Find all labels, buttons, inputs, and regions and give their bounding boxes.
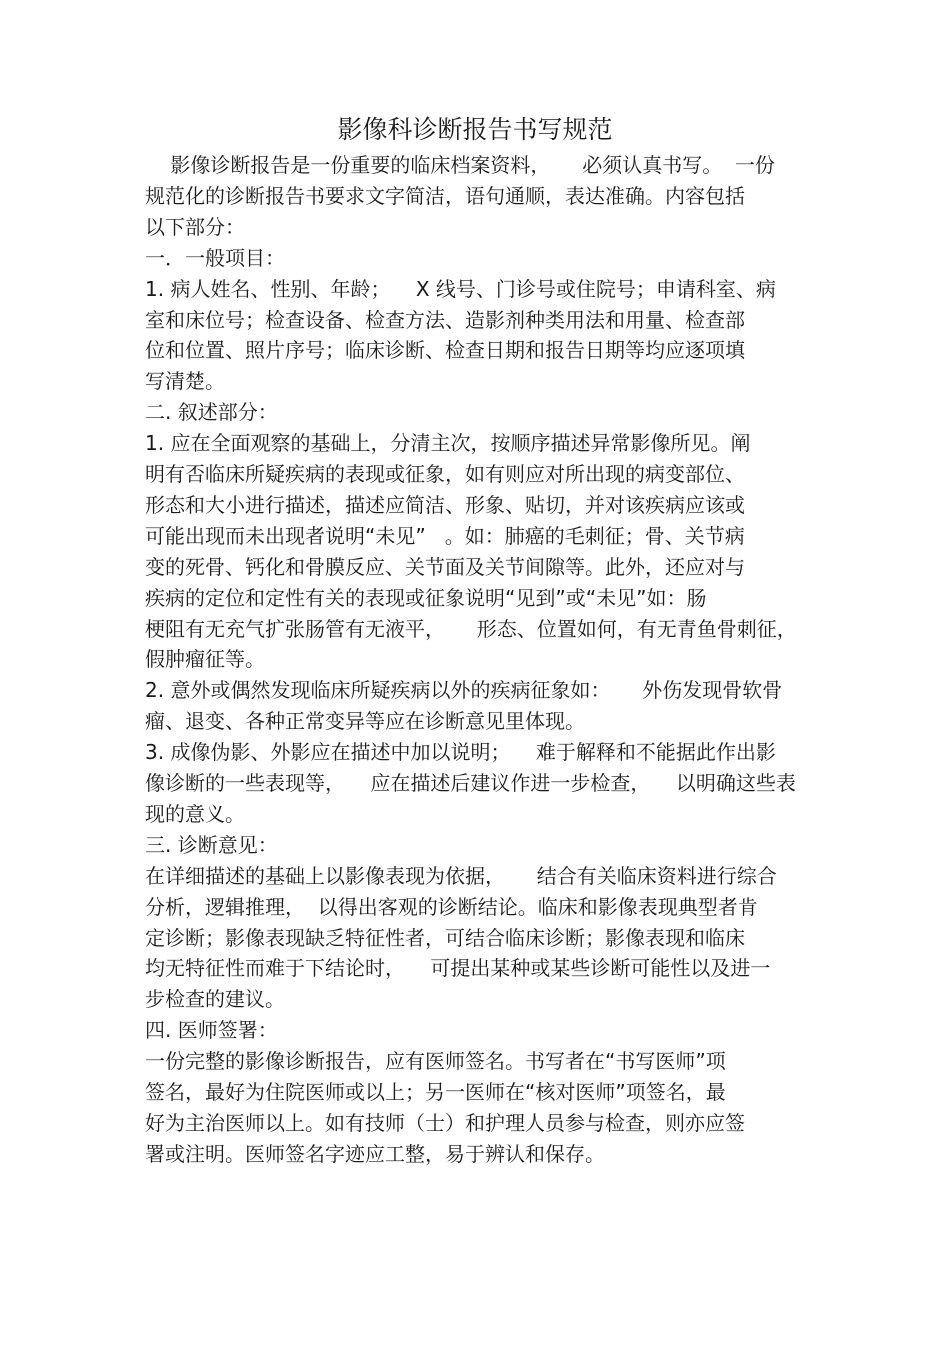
text-line: 梗阻有无充气扩张肠管有无液平， 形态、位置如何，有无青鱼骨刺征， xyxy=(145,616,797,641)
text-line: 室和床位号；检查设备、检查方法、造影剂种类用法和用量、检查部 xyxy=(145,307,745,332)
text-line: 瘤、退变、各种正常变异等应在诊断意见里体现。 xyxy=(145,709,585,734)
text-line: 均无特征性而难于下结论时， 可提出某种或某些诊断可能性以及进一 xyxy=(145,956,771,981)
text-line: 定诊断；影像表现缺乏特征性者，可结合临床诊断；影像表现和临床 xyxy=(145,925,745,950)
text-line: 写清楚。 xyxy=(145,369,225,394)
text-line: 1. 病人姓名、性别、年龄； X 线号、门诊号或住院号；申请科室、病 xyxy=(145,276,776,301)
text-line: 四. 医师签署： xyxy=(145,1018,278,1043)
text-line: 明有否临床所疑疾病的表现或征象，如有则应对所出现的病变部位、 xyxy=(145,462,745,486)
text-line: 像诊断的一些表现等， 应在描述后建议作进一步检查， 以明确这些表 xyxy=(145,771,796,795)
text-line: 一．一般项目： xyxy=(145,245,285,270)
text-line: 2. 意外或偶然发现临床所疑疾病以外的疾病征象如： 外伤发现骨软骨 xyxy=(145,678,783,703)
text-line: 可能出现而未出现者说明“未见” 。如：肺癌的毛刺征；骨、关节病 xyxy=(145,523,745,548)
text-line: 签名，最好为住院医师或以上；另一医师在“核对医师”项签名，最 xyxy=(145,1080,726,1104)
document-title: 影像科诊断报告书写规范 xyxy=(337,115,613,144)
text-line: 疾病的定位和定性有关的表现或征象说明“见到”或“未见”如：肠 xyxy=(145,585,707,610)
text-line: 以下部分： xyxy=(145,214,245,239)
text-line: 规范化的诊断报告书要求文字简洁，语句通顺，表达准确。内容包括 xyxy=(145,183,745,208)
text-line: 3. 成像伪影、外影应在描述中加以说明； 难于解释和不能据此作出影 xyxy=(145,740,776,765)
text-line: 位和位置、照片序号；临床诊断、检查日期和报告日期等均应逐项填 xyxy=(145,338,745,363)
text-line: 三. 诊断意见： xyxy=(145,832,278,857)
text-line: 步检查的建议。 xyxy=(145,987,285,1012)
text-line: 在详细描述的基础上以影像表现为依据， 结合有关临床资料进行综合 xyxy=(145,863,777,888)
text-line: 形态和大小进行描述，描述应简洁、形象、贴切，并对该疾病应该或 xyxy=(145,492,745,517)
text-line: 好为主治医师以上。如有技师（士）和护理人员参与检查，则亦应签 xyxy=(145,1110,745,1135)
text-line: 署或注明。医师签名字迹应工整，易于辨认和保存。 xyxy=(145,1141,605,1166)
text-line: 二. 叙述部分： xyxy=(145,400,278,425)
text-line: 假肿瘤征等。 xyxy=(145,647,265,672)
text-line: 1. 应在全面观察的基础上，分清主次，按顺序描述异常影像所见。阐 xyxy=(145,431,751,456)
text-line: 变的死骨、钙化和骨膜反应、关节面及关节间隙等。此外，还应对与 xyxy=(145,554,745,579)
text-line: 一份完整的影像诊断报告，应有医师签名。书写者在“书写医师”项 xyxy=(145,1049,726,1074)
text-line: 现的意义。 xyxy=(145,801,245,826)
text-line: 分析，逻辑推理， 以得出客观的诊断结论。临床和影像表现典型者肯 xyxy=(145,894,758,919)
text-line: 影像诊断报告是一份重要的临床档案资料， 必须认真书写。 一份 xyxy=(145,153,775,177)
